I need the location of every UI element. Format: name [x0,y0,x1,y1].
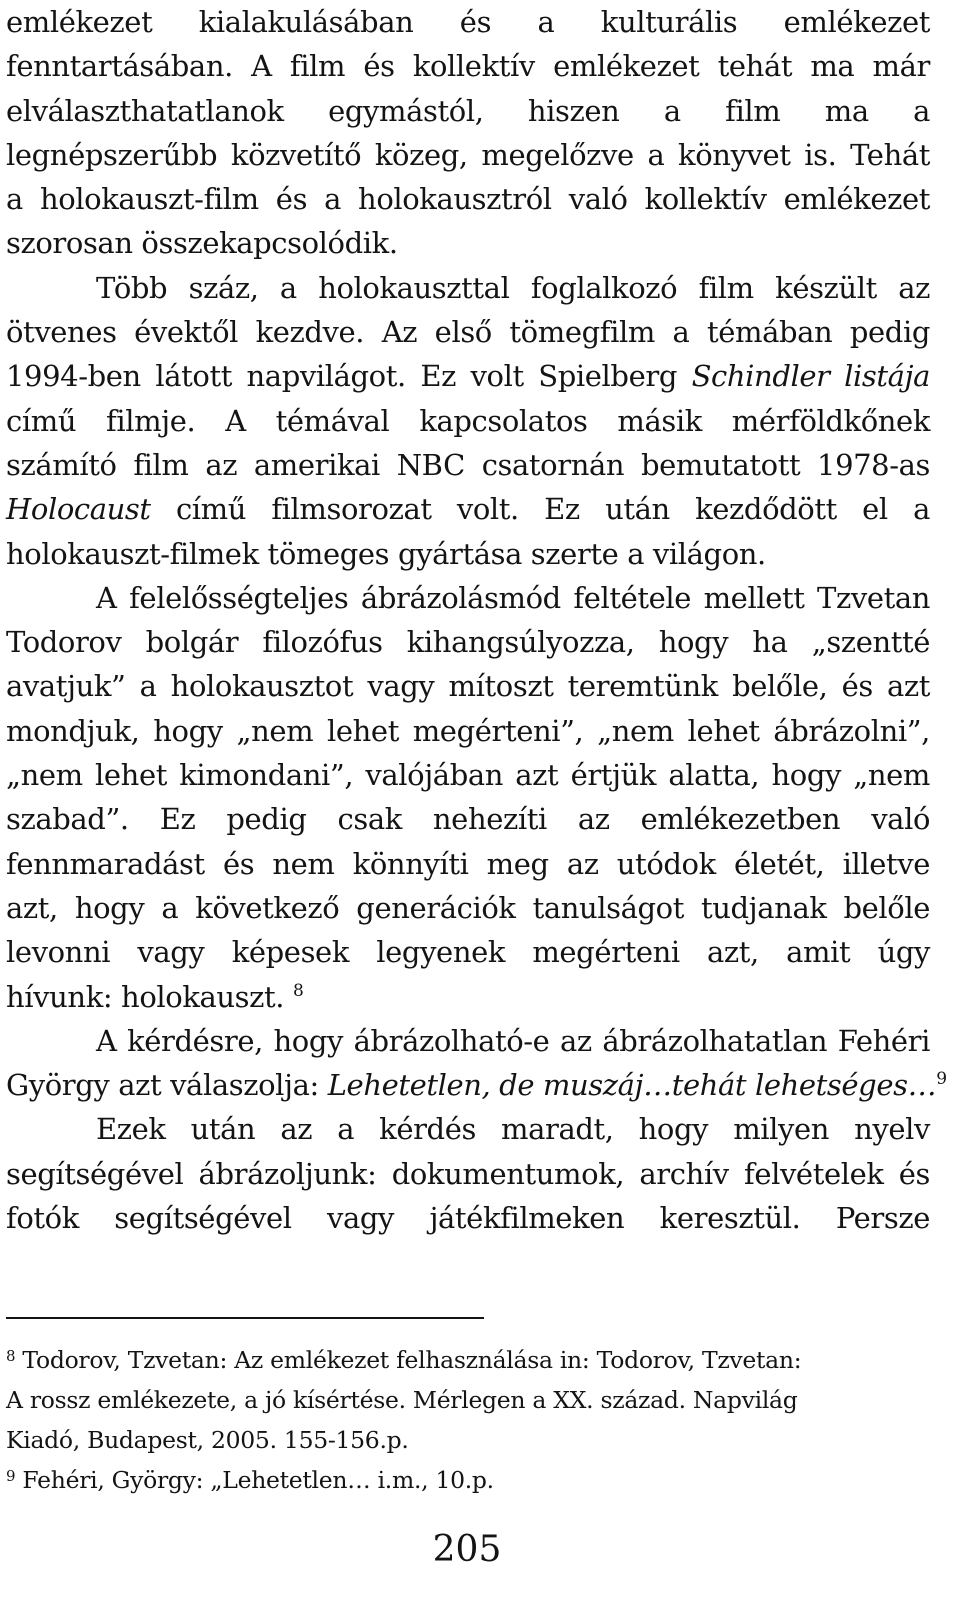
text-line: számító film az amerikai NBC csatornán bemutatott 1978-as [6,447,930,482]
text-line: holokauszt-filmek tömeges gyártása szerte a világon. [6,536,766,571]
footnote-number: 8 [6,1347,16,1365]
footnote-text: Todorov, Tzvetan: Az emlékezet felhasználása in: Todorov, Tzvetan: [22,1346,802,1374]
footnote-9 [6,1460,928,1500]
page-number: 205 [432,1529,502,1570]
text-line: legnépszerűbb közvetítő közeg, megelőzve a könyvet is. Tehát [6,137,930,172]
footnote-number: 9 [6,1467,16,1485]
text-line: Ezek után az a kérdés maradt, hogy milyen nyelv [96,1112,930,1147]
footnote-8-cont: A rossz emlékezete, a jó kísértése. Mérlegen a XX. század. Napvilág [6,1386,798,1414]
footnote-ref-8[interactable]: 8 [292,980,304,1001]
footnotes [6,1340,928,1500]
text-line: elválaszthatatlanok egymástól, hiszen a film ma a [6,93,930,128]
footnote-8 [6,1340,928,1380]
text-line: szabad”. Ez pedig csak nehezíti az emlékezetben való [6,802,930,837]
text-line: avatjuk” a holokausztot vagy mítoszt teremtünk belőle, és azt [6,669,930,704]
text-line: fotók segítségével vagy játékfilmeken keresztül. Persze [6,1201,930,1236]
text-line: levonni vagy képesek legyenek megérteni azt, amit úgy [6,935,930,970]
line-text: 1994-ben látott napvilágot. Ez volt Spielberg [6,359,677,394]
text-line: azt, hogy a következő generációk tanulságot tudjanak belőle [6,890,930,925]
text-line [6,1063,947,1107]
text-line: fennmaradást és nem könnyíti meg az utódok életét, illetve [6,846,930,881]
text-line: segítségével ábrázoljunk: dokumentumok, archív felvételek és [6,1156,930,1191]
line-text: György azt válaszolja: [6,1068,319,1103]
text-line: szorosan összekapcsolódik. [6,226,398,261]
text-line: A felelősségteljes ábrázolásmód feltétele mellett Tzvetan [96,580,930,615]
text-line: „nem lehet kimondani”, valójában azt értjük alatta, hogy „nem [6,758,930,793]
text-line: fenntartásában. A film és kollektív emlékezet tehát ma már [6,49,930,84]
film-title-italic: Schindler listája [691,359,931,394]
footnote-text: Fehéri, György: „Lehetetlen… i.m., 10.p. [22,1466,494,1494]
text-line: című filmje. A témával kapcsolatos másik mérföldkőnek [6,403,930,438]
text-line: a holokauszt-film és a holokausztról való kollektív emlékezet [6,182,930,217]
quote-italic: Lehetetlen, de muszáj…tehát lehetséges… [327,1068,937,1103]
footnote-ref-9[interactable]: 9 [936,1069,947,1090]
footnote-8-cont: Kiadó, Budapest, 2005. 155-156.p. [6,1426,409,1454]
text-line: Több száz, a holokauszttal foglalkozó film készült az [96,270,930,305]
text-line [6,487,930,531]
text-line: ötvenes évektől kezdve. Az első tömegfilm a témában pedig [6,315,930,350]
footnote-separator [6,1317,484,1319]
text-line: mondjuk, hogy „nem lehet megérteni”, „nem lehet ábrázolni”, [6,713,930,748]
body-text [6,0,947,1240]
text-line [6,975,930,1019]
text-line: Todorov bolgár filozófus kihangsúlyozza, hogy ha „szentté [6,625,930,660]
text-line: emlékezet kialakulásában és a kulturális emlékezet [6,5,930,39]
series-title-italic: Holocaust [6,492,151,527]
text-line: A kérdésre, hogy ábrázolható-e az ábrázolhatatlan Fehéri [96,1023,930,1058]
text-line [6,354,930,398]
line-text: hívunk: holokauszt. [6,979,285,1014]
line-text: című filmsorozat volt. Ez után kezdődött el a [175,492,930,527]
